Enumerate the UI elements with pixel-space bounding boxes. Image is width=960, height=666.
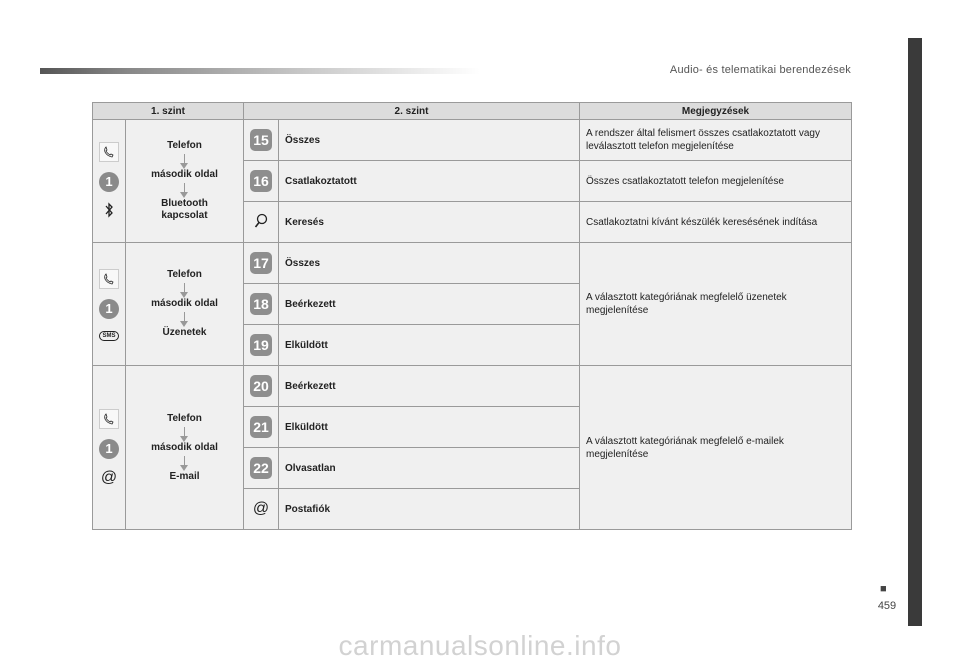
level2-icon-cell	[244, 202, 279, 243]
level2-label: Összes	[279, 243, 580, 284]
flow-arrow	[184, 456, 185, 466]
note-text: A választott kategóriának megfelelő e-mailek megjelenítése	[580, 366, 852, 530]
column-header-level2: 2. szint	[244, 103, 580, 120]
level2-label: Összes	[279, 120, 580, 161]
level1-icons-cell	[93, 366, 126, 530]
phone-handset-icon	[99, 269, 119, 289]
table-row	[93, 243, 852, 284]
level2-label: Beérkezett	[279, 366, 580, 407]
flow-arrow	[184, 154, 185, 164]
level2-label: Olvasatlan	[279, 448, 580, 489]
level1-number-badge: 1	[99, 172, 119, 192]
level2-number-badge: 15	[250, 129, 272, 151]
at-sign-icon: @	[100, 468, 118, 486]
table-row	[93, 120, 852, 161]
level2-badge-cell	[244, 161, 279, 202]
note-text: A választott kategóriának megfelelő üzenetek megjelenítése	[580, 243, 852, 366]
phone-handset-icon	[99, 142, 119, 162]
flow-arrow	[184, 427, 185, 437]
flow-arrow	[184, 183, 185, 193]
level1-flow-item: Üzenetek	[162, 327, 207, 338]
level2-badge-cell	[244, 325, 279, 366]
level2-badge-cell	[244, 120, 279, 161]
note-text: Csatlakoztatni kívánt készülék keresésének indítása	[580, 202, 852, 243]
level2-number-badge: 19	[250, 334, 272, 356]
level2-badge-cell	[244, 366, 279, 407]
flow-arrow	[184, 312, 185, 322]
level2-number-badge: 17	[250, 252, 272, 274]
level1-flow-item: Telefon	[167, 140, 202, 151]
level2-label: Beérkezett	[279, 284, 580, 325]
level2-badge-cell	[244, 448, 279, 489]
note-text: Összes csatlakoztatott telefon megjelenítése	[580, 161, 852, 202]
watermark-text: carmanualsonline.info	[338, 630, 622, 661]
bluetooth-icon	[104, 202, 114, 221]
level2-number-badge: 18	[250, 293, 272, 315]
menu-table	[92, 102, 852, 530]
level1-flow-cell	[126, 366, 244, 530]
level2-badge-cell	[244, 243, 279, 284]
level1-flow-item: második oldal	[151, 169, 218, 180]
level1-flow-item: E-mail	[169, 470, 200, 482]
level1-flow-cell	[126, 243, 244, 366]
level1-number-badge: 1	[99, 299, 119, 319]
page-number: 459	[877, 600, 897, 612]
level1-number-badge: 1	[99, 439, 119, 459]
table-row	[93, 366, 852, 407]
page-header-title: Audio- és telematikai berendezések	[669, 64, 851, 76]
level1-flow-cell	[126, 120, 244, 243]
header-gradient-bar	[40, 68, 480, 74]
level2-label: Elküldött	[279, 325, 580, 366]
sms-icon: SMS	[99, 329, 118, 340]
flow-arrow	[184, 283, 185, 293]
side-edge-strip	[908, 38, 922, 626]
column-header-notes: Megjegyzések	[580, 103, 852, 120]
search-icon	[254, 221, 268, 232]
level1-flow-item: Bluetooth kapcsolat	[161, 198, 208, 221]
level2-number-badge: 22	[250, 457, 272, 479]
page-marker: ■	[880, 583, 887, 595]
level2-badge-cell	[244, 284, 279, 325]
level1-icons-cell	[93, 120, 126, 243]
level1-flow-item: második oldal	[151, 298, 218, 309]
level1-flow-item: Telefon	[167, 412, 202, 424]
level1-flow-item: második oldal	[151, 441, 218, 453]
level2-number-badge: 20	[250, 375, 272, 397]
column-header-level1: 1. szint	[93, 103, 244, 120]
level2-number-badge: 16	[250, 170, 272, 192]
level2-icon-cell	[244, 489, 279, 530]
level2-label: Keresés	[279, 202, 580, 243]
level2-number-badge: 21	[250, 416, 272, 438]
note-text: A rendszer által felismert összes csatlakoztatott vagy leválasztott telefon megjelenítése	[580, 120, 852, 161]
level2-label: Postafiók	[279, 489, 580, 530]
level1-flow-item: Telefon	[167, 269, 202, 280]
at-sign-icon: @	[252, 500, 270, 517]
level2-label: Csatlakoztatott	[279, 161, 580, 202]
level2-label: Elküldött	[279, 407, 580, 448]
phone-handset-icon	[99, 409, 119, 429]
level1-icons-cell	[93, 243, 126, 366]
level2-badge-cell	[244, 407, 279, 448]
